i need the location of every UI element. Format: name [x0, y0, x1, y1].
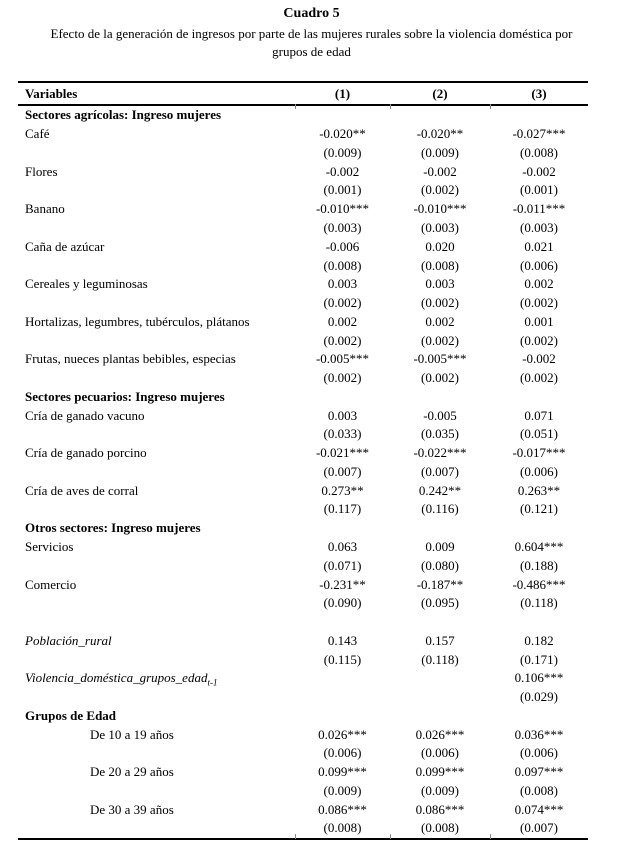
row-label: De 10 a 19 años — [90, 726, 174, 742]
coef-row — [18, 725, 588, 744]
se-value: (0.009) — [323, 144, 362, 160]
row-label: Café — [25, 126, 50, 142]
se-value: (0.033) — [323, 426, 362, 442]
coef-value: 0.003 — [425, 276, 455, 292]
se-row — [18, 369, 588, 388]
coef-value: 0.002 — [524, 276, 554, 292]
spacer-row — [18, 613, 588, 632]
coef-row — [18, 800, 588, 819]
table-bottom-rule — [18, 838, 588, 840]
column-divider-tick — [390, 834, 391, 839]
se-value: (0.007) — [520, 820, 558, 836]
coef-value: -0.011*** — [512, 201, 566, 217]
coef-value: -0.010*** — [315, 201, 370, 217]
se-value: (0.118) — [520, 595, 558, 611]
coef-value: 0.086*** — [318, 801, 367, 817]
se-value: (0.080) — [421, 557, 459, 573]
se-value: (0.116) — [421, 501, 459, 517]
se-value: (0.009) — [421, 144, 459, 160]
se-row — [18, 294, 588, 313]
se-value: (0.007) — [421, 463, 459, 479]
coef-value: 0.099*** — [415, 764, 465, 780]
coef-row — [18, 444, 588, 463]
coef-value: 0.063 — [327, 538, 358, 554]
se-value: (0.002) — [520, 295, 558, 311]
coef-value: -0.017*** — [512, 445, 566, 461]
se-value: (0.051) — [520, 426, 558, 442]
coef-row — [18, 631, 588, 650]
coef-value: -0.187** — [416, 576, 464, 592]
se-value: (0.002) — [323, 295, 362, 311]
row-label: Caña de azúcar — [25, 238, 105, 254]
se-value: (0.002) — [421, 370, 459, 386]
coef-value: -0.002 — [522, 351, 556, 367]
se-value: (0.001) — [520, 182, 558, 198]
header-variables: Variables — [25, 85, 78, 101]
header-col-1: (1) — [334, 85, 351, 101]
column-divider-tick — [490, 104, 491, 109]
se-value: (0.002) — [421, 182, 459, 198]
section-label: Sectores pecuarios: Ingreso mujeres — [25, 388, 225, 404]
coef-row — [18, 237, 588, 256]
se-value: (0.035) — [421, 426, 459, 442]
header-col-3: (3) — [531, 85, 547, 101]
se-value: (0.003) — [421, 219, 459, 235]
row-label: Comercio — [25, 576, 77, 592]
coef-value: 0.020 — [425, 238, 455, 254]
se-row — [18, 594, 588, 613]
subtitle-line-1: Efecto de la generación de ingresos por parte de las mujeres rurales sobre la violencia doméstica por — [50, 26, 573, 41]
coef-value: -0.027*** — [512, 126, 566, 142]
row-label: Población_rural — [25, 632, 112, 648]
coef-value: -0.002 — [325, 163, 360, 179]
row-label: Cría de ganado vacuno — [25, 407, 145, 423]
coef-value: -0.005 — [423, 407, 457, 423]
se-value: (0.001) — [323, 182, 362, 198]
coef-row — [18, 481, 588, 500]
se-value: (0.008) — [520, 782, 558, 798]
coef-value: 0.071 — [524, 407, 554, 423]
se-value: (0.006) — [520, 745, 558, 761]
row-label: De 20 a 29 años — [90, 764, 174, 780]
se-value: (0.090) — [323, 595, 362, 611]
coef-value: 0.003 — [327, 276, 358, 292]
coef-value: 0.074*** — [514, 801, 564, 817]
se-row — [18, 819, 588, 838]
se-row — [18, 256, 588, 275]
coef-value: -0.020** — [319, 126, 366, 142]
se-row — [18, 500, 588, 519]
coef-row — [18, 162, 588, 181]
se-value: (0.171) — [520, 651, 558, 667]
se-value: (0.117) — [323, 501, 362, 517]
coef-value: 0.036*** — [514, 726, 564, 742]
header-col-2: (2) — [432, 85, 448, 101]
row-label: Banano — [25, 201, 65, 217]
table-rows — [18, 106, 588, 838]
coef-value: 0.009 — [425, 538, 455, 554]
se-row — [18, 688, 588, 707]
coef-value: -0.006 — [325, 238, 360, 254]
column-divider-tick — [390, 104, 391, 109]
regression-table — [18, 81, 588, 840]
se-value: (0.006) — [520, 257, 558, 273]
se-value: (0.118) — [421, 651, 459, 667]
coef-row — [18, 312, 588, 331]
table-subtitle — [6, 25, 617, 61]
coef-row — [18, 350, 588, 369]
se-row — [18, 425, 588, 444]
coef-value: 0.099*** — [318, 764, 367, 780]
row-label: Cría de ganado porcino — [25, 445, 147, 461]
row-label: Servicios — [25, 538, 74, 554]
row-label: Cereales y leguminosas — [25, 276, 148, 292]
se-value: (0.008) — [421, 257, 459, 273]
coef-value: 0.003 — [327, 407, 358, 423]
se-value: (0.008) — [323, 257, 362, 273]
coef-row — [18, 406, 588, 425]
coef-row — [18, 125, 588, 144]
coef-value: 0.143 — [327, 632, 358, 648]
se-row — [18, 181, 588, 200]
coef-value: -0.020** — [416, 126, 464, 142]
se-value: (0.188) — [520, 557, 558, 573]
coef-row — [18, 538, 588, 557]
se-value: (0.029) — [520, 689, 558, 705]
se-value: (0.006) — [323, 745, 362, 761]
coef-value: 0.097*** — [514, 764, 564, 780]
coef-value: 0.604*** — [514, 538, 564, 554]
se-value: (0.008) — [421, 820, 459, 836]
se-value: (0.008) — [323, 820, 362, 836]
coef-value: 0.001 — [524, 313, 554, 329]
coef-value: -0.021*** — [315, 445, 370, 461]
se-value: (0.007) — [323, 463, 362, 479]
label-subscript: t-1 — [207, 677, 218, 688]
table-title: Cuadro 5 — [283, 6, 340, 21]
coef-value: -0.022*** — [413, 445, 467, 461]
se-row — [18, 463, 588, 482]
se-value: (0.115) — [323, 651, 362, 667]
se-row — [18, 782, 588, 801]
se-row — [18, 650, 588, 669]
coef-row — [18, 763, 588, 782]
se-value: (0.002) — [421, 295, 459, 311]
coef-value: 0.106*** — [514, 670, 564, 686]
se-value: (0.006) — [520, 463, 558, 479]
se-value: (0.002) — [421, 332, 459, 348]
coef-row — [18, 575, 588, 594]
se-value: (0.002) — [323, 370, 362, 386]
se-value: (0.003) — [520, 219, 558, 235]
coef-value: -0.005*** — [315, 351, 370, 367]
column-divider-tick — [490, 834, 491, 839]
se-value: (0.121) — [520, 501, 558, 517]
se-value: (0.003) — [323, 219, 362, 235]
coef-value: -0.486*** — [512, 576, 566, 592]
column-divider-tick — [295, 104, 296, 109]
se-value: (0.008) — [520, 144, 558, 160]
se-value: (0.002) — [520, 332, 558, 348]
coef-value: 0.242** — [418, 482, 462, 498]
se-value: (0.006) — [421, 745, 459, 761]
section-label: Grupos de Edad — [25, 707, 117, 723]
section-label: Otros sectores: Ingreso mujeres — [25, 520, 201, 536]
se-row — [18, 744, 588, 763]
se-value: (0.095) — [421, 595, 459, 611]
se-value: (0.009) — [421, 782, 459, 798]
section-row — [18, 106, 588, 125]
coef-row — [18, 275, 588, 294]
coef-value: 0.021 — [524, 238, 554, 254]
coef-value: 0.002 — [425, 313, 455, 329]
coef-value: 0.086*** — [415, 801, 465, 817]
row-label: De 30 a 39 años — [90, 801, 174, 817]
row-label: Flores — [25, 163, 58, 179]
coef-value: -0.002 — [423, 163, 457, 179]
table-header-row — [18, 83, 588, 104]
row-label: Hortalizas, legumbres, tubérculos, plátanos — [25, 313, 250, 329]
coef-row — [18, 669, 588, 688]
column-divider-tick — [295, 834, 296, 839]
coef-value: 0.273** — [321, 482, 364, 498]
se-value: (0.071) — [323, 557, 362, 573]
coef-value: 0.182 — [524, 632, 554, 648]
se-row — [18, 219, 588, 238]
coef-value: -0.010*** — [413, 201, 467, 217]
section-label: Sectores agrícolas: Ingreso mujeres — [25, 107, 222, 123]
coef-row — [18, 200, 588, 219]
row-label: Cría de aves de corral — [25, 482, 139, 498]
coef-value: -0.005*** — [413, 351, 467, 367]
coef-value: 0.026*** — [415, 726, 465, 742]
se-value: (0.002) — [323, 332, 362, 348]
section-row — [18, 707, 588, 726]
coef-value: 0.263** — [517, 482, 561, 498]
se-row — [18, 331, 588, 350]
row-label: Frutas, nueces plantas bebibles, especias — [25, 351, 236, 367]
section-row — [18, 519, 588, 538]
se-value: (0.009) — [323, 782, 362, 798]
coef-value: -0.002 — [522, 163, 556, 179]
subtitle-line-2: grupos de edad — [272, 44, 351, 59]
coef-value: -0.231** — [319, 576, 366, 592]
coef-value: 0.026*** — [318, 726, 367, 742]
se-row — [18, 144, 588, 163]
row-label: Violencia_doméstica_grupos_edad$_{t-1}$ — [25, 669, 218, 688]
se-row — [18, 556, 588, 575]
coef-value: 0.157 — [425, 632, 455, 648]
section-row — [18, 387, 588, 406]
coef-value: 0.002 — [327, 313, 358, 329]
se-value: (0.002) — [520, 370, 558, 386]
